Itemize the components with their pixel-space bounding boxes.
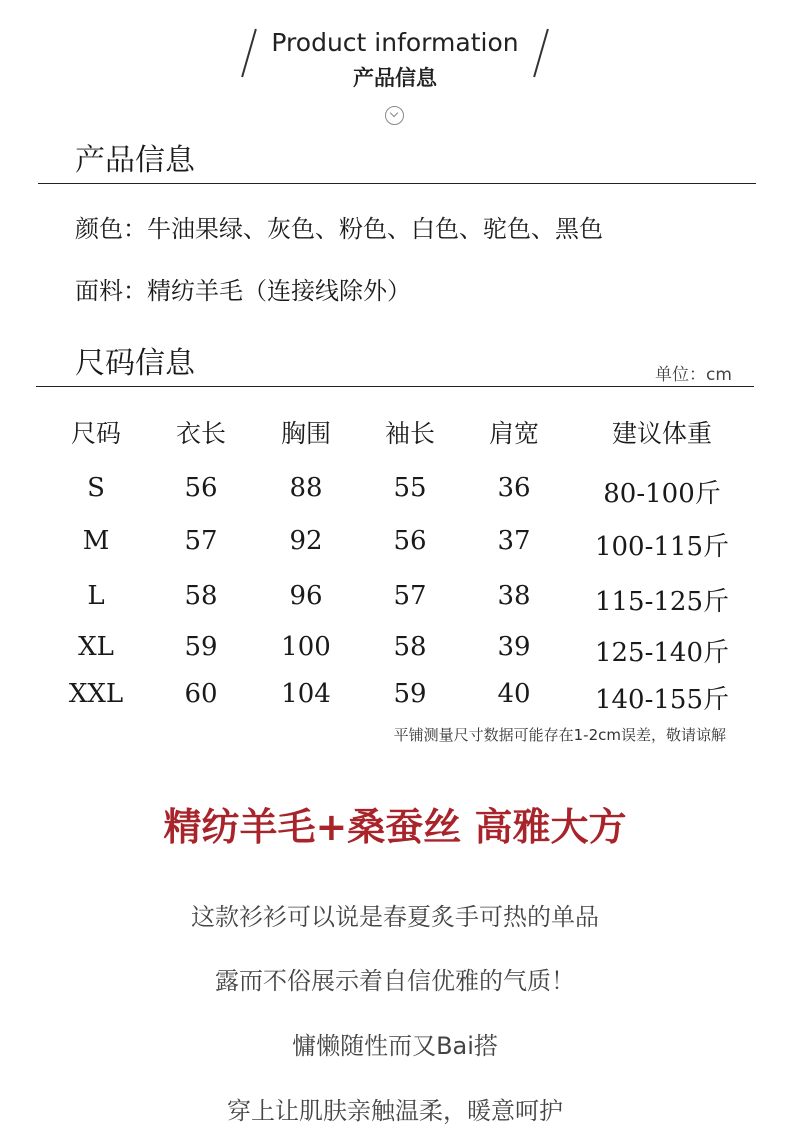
table-cell-size: M (82, 526, 110, 556)
product-info-title: 产品信息 (75, 143, 195, 178)
table-cell-sleeve: 57 (393, 581, 427, 611)
measurement-note: 平铺测量尺寸数据可能存在1-2cm误差，敬请谅解 (393, 726, 726, 744)
table-cell-chest: 100 (281, 632, 331, 662)
table-cell-size: S (87, 473, 105, 503)
table-cell-shoulder: 39 (497, 632, 531, 662)
table-cell-length: 59 (184, 632, 218, 662)
table-header-chest: 胸围 (280, 419, 331, 448)
chevron-down-icon (385, 106, 404, 125)
table-header-weight: 建议体重 (611, 419, 712, 448)
product-info-divider (38, 183, 756, 184)
table-cell-sleeve: 58 (393, 632, 427, 662)
table-cell-weight: 115-125斤 (594, 587, 730, 617)
table-cell-sleeve: 59 (393, 679, 427, 709)
size-info-title: 尺码信息 (75, 346, 195, 381)
description-line-2: 露而不俗展示着自信优雅的气质！ (215, 967, 575, 995)
fabric-line: 面料：精纺羊毛（连接线除外） (75, 277, 411, 305)
table-cell-shoulder: 36 (497, 473, 531, 503)
table-cell-length: 60 (184, 679, 218, 709)
table-cell-shoulder: 40 (497, 679, 531, 709)
table-header-size: 尺码 (70, 419, 121, 448)
table-cell-chest: 92 (289, 526, 323, 556)
table-cell-size: XL (78, 632, 114, 662)
table-cell-length: 58 (184, 581, 218, 611)
header-title-cn: 产品信息 (353, 66, 437, 90)
table-cell-sleeve: 55 (393, 473, 427, 503)
table-cell-size: L (87, 581, 105, 611)
description-line-3: 慵懒随性而又Bai搭 (292, 1032, 498, 1060)
slogan: 精纺羊毛+桑蚕丝 高雅大方 (163, 805, 627, 849)
table-cell-chest: 96 (289, 581, 323, 611)
table-header-sleeve: 袖长 (384, 419, 435, 448)
header-title-en: Product information (271, 28, 519, 57)
table-header-shoulder: 肩宽 (488, 419, 539, 448)
table-cell-length: 56 (184, 473, 218, 503)
table-cell-shoulder: 38 (497, 581, 531, 611)
table-cell-weight: 100-115斤 (594, 532, 730, 562)
table-cell-shoulder: 37 (497, 526, 531, 556)
unit-label: 单位：cm (655, 365, 732, 385)
table-cell-chest: 104 (281, 679, 331, 709)
table-cell-sleeve: 56 (393, 526, 427, 556)
table-cell-size: XXL (68, 679, 124, 709)
description-line-4: 穿上让肌肤亲触温柔，暖意呵护 (227, 1097, 563, 1125)
table-cell-weight: 80-100斤 (603, 479, 721, 509)
table-cell-weight: 140-155斤 (594, 685, 730, 715)
color-line: 颜色：牛油果绿、灰色、粉色、白色、驼色、黑色 (75, 215, 603, 243)
table-cell-chest: 88 (289, 473, 323, 503)
size-info-divider (36, 386, 754, 387)
description-line-1: 这款衫衫可以说是春夏炙手可热的单品 (191, 903, 599, 931)
table-cell-length: 57 (184, 526, 218, 556)
table-cell-weight: 125-140斤 (594, 638, 730, 668)
table-header-length: 衣长 (175, 419, 226, 448)
